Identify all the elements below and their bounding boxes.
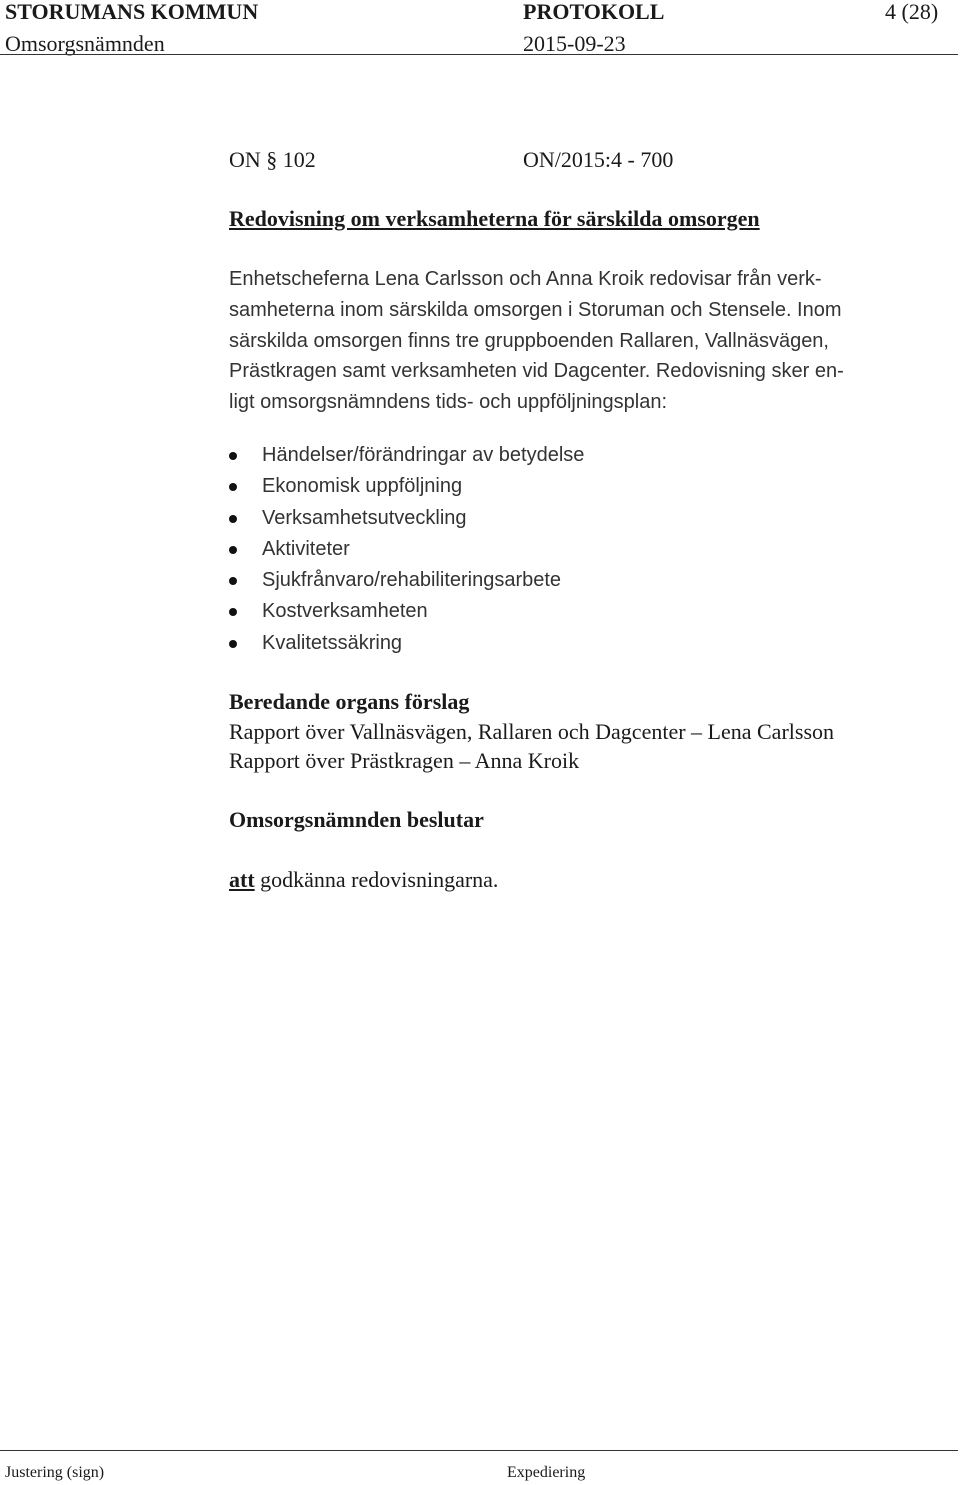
- bullet-icon: [229, 483, 237, 491]
- meeting-date: 2015-09-23: [523, 31, 626, 56]
- footer-justering: Justering (sign): [5, 1464, 105, 1481]
- list-item: [229, 440, 584, 471]
- body-line: ligt omsorgsnämndens tids- och uppföljningsplan:: [229, 391, 668, 414]
- decision-body: godkänna redovisningarna.: [254, 867, 499, 892]
- decision-text: [229, 868, 498, 892]
- footer-expediering: Expediering: [507, 1464, 586, 1481]
- proposal-heading: Beredande organs förslag: [229, 689, 470, 714]
- list-item-label: Verksamhetsutveckling: [262, 506, 467, 529]
- bullet-icon: [229, 515, 237, 523]
- list-item: [229, 628, 584, 659]
- list-item: [229, 503, 584, 534]
- list-item-label: Händelser/förändringar av betydelse: [262, 444, 585, 466]
- list-item-label: Kvalitetssäkring: [262, 631, 403, 654]
- document-type: PROTOKOLL: [523, 0, 665, 24]
- body-line: Enhetscheferna Lena Carlsson och Anna Kroik redovisar från verk-: [229, 268, 822, 290]
- body-paragraph: [229, 264, 939, 418]
- proposal-line: Rapport över Prästkragen – Anna Kroik: [229, 748, 580, 773]
- list-item-label: Aktiviteter: [262, 537, 350, 560]
- list-item: [229, 534, 584, 565]
- header-divider: [0, 54, 958, 55]
- committee-name: Omsorgsnämnden: [5, 31, 165, 56]
- bullet-icon: [229, 546, 237, 554]
- bullet-icon: [229, 577, 237, 585]
- body-line: Prästkragen samt verksamheten vid Dagcenter. Redovisning sker en-: [229, 360, 844, 383]
- bullet-icon: [229, 452, 237, 460]
- bullet-icon: [229, 640, 237, 648]
- decision-keyword: att: [229, 867, 255, 892]
- case-paragraph: ON § 102: [229, 147, 316, 172]
- list-item: [229, 471, 584, 502]
- municipality-name: STORUMANS KOMMUN: [5, 0, 259, 24]
- body-line: särskilda omsorgen finns tre gruppboenden Rallaren, Vallnäsvägen,: [229, 329, 829, 352]
- decision-heading: Omsorgsnämnden beslutar: [229, 807, 484, 832]
- list-item: [229, 565, 584, 596]
- page-number: 4 (28): [885, 0, 939, 24]
- list-item-label: Sjukfrånvaro/rehabiliteringsarbete: [262, 569, 562, 592]
- topic-list: [229, 440, 584, 659]
- diary-number: ON/2015:4 - 700: [523, 147, 674, 172]
- item-title: Redovisning om verksamheterna för särskilda omsorgen: [229, 206, 760, 231]
- proposal-line: Rapport över Vallnäsvägen, Rallaren och Dagcenter – Lena Carlsson: [229, 719, 834, 744]
- footer-divider: [0, 1450, 958, 1451]
- body-line: samheterna inom särskilda omsorgen i Storuman och Stensele. Inom: [229, 298, 842, 321]
- list-item-label: Ekonomisk uppföljning: [262, 475, 463, 498]
- bullet-icon: [229, 608, 237, 616]
- list-item: [229, 596, 584, 627]
- list-item-label: Kostverksamheten: [262, 600, 428, 623]
